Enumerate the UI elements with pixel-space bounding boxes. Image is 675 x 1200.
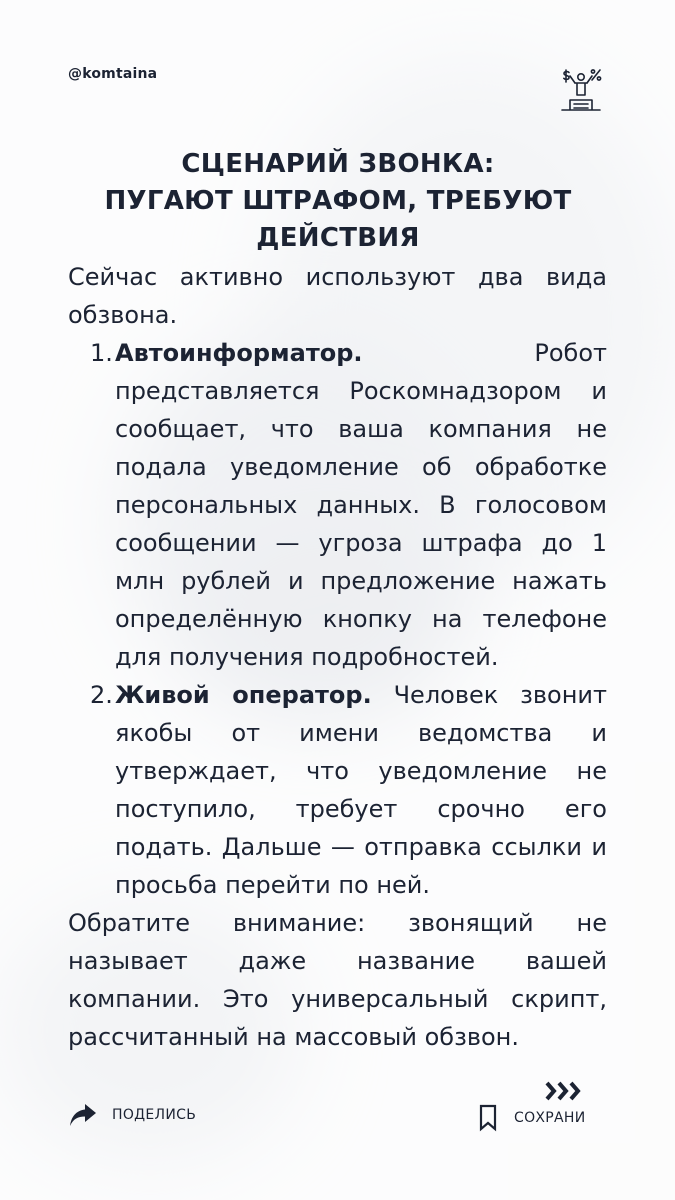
account-handle: @komtaina <box>68 66 158 82</box>
numbered-list <box>68 334 607 904</box>
list-number: 1. <box>90 339 113 367</box>
list-number: 2. <box>90 681 113 709</box>
list-item-text: Робот представляется Роскомнадзором и сообщает, что ваша компания не подала уведомление об обработке персональных данных. В голосовом сообщении — угроза штрафа до 1 млн рублей и предложение нажать определённую кнопку на телефоне для получения подробностей. <box>115 339 607 671</box>
list-item-heading: Живой оператор. <box>115 681 372 709</box>
title-line-2: ПУГАЮТ ШТРАФОМ, ТРЕБУЮТ <box>104 186 572 216</box>
list-item-heading: Автоинформатор. <box>115 339 363 367</box>
bookmark-icon <box>478 1104 498 1132</box>
save-label: СОХРАНИ <box>514 1110 586 1126</box>
share-label: ПОДЕЛИСЬ <box>112 1107 197 1123</box>
list-item <box>68 676 607 904</box>
share-arrow-icon <box>68 1101 98 1129</box>
page-title <box>68 146 608 257</box>
finance-person-icon <box>556 64 606 114</box>
outro-paragraph: Обратите внимание: звонящий не называет даже название вашей компании. Это универсальный скрипт, рассчитанный на массовый обзвон. <box>68 909 607 1051</box>
list-item <box>68 334 607 676</box>
title-line-1: СЦЕНАРИЙ ЗВОНКА: <box>181 149 495 179</box>
triple-chevron-right-icon[interactable] <box>544 1080 582 1102</box>
share-button[interactable] <box>68 1101 196 1129</box>
intro-paragraph: Сейчас активно используют два вида обзвона. <box>68 263 607 329</box>
article-body <box>68 258 607 1056</box>
list-item-text: Человек звонит якобы от имени ведомства и утверждает, что уведомление не поступило, требует срочно его подать. Дальше — отправка ссылки и просьба перейти по ней. <box>115 681 607 899</box>
title-line-3: ДЕЙСТВИЯ <box>256 223 420 253</box>
save-button[interactable] <box>478 1104 586 1132</box>
